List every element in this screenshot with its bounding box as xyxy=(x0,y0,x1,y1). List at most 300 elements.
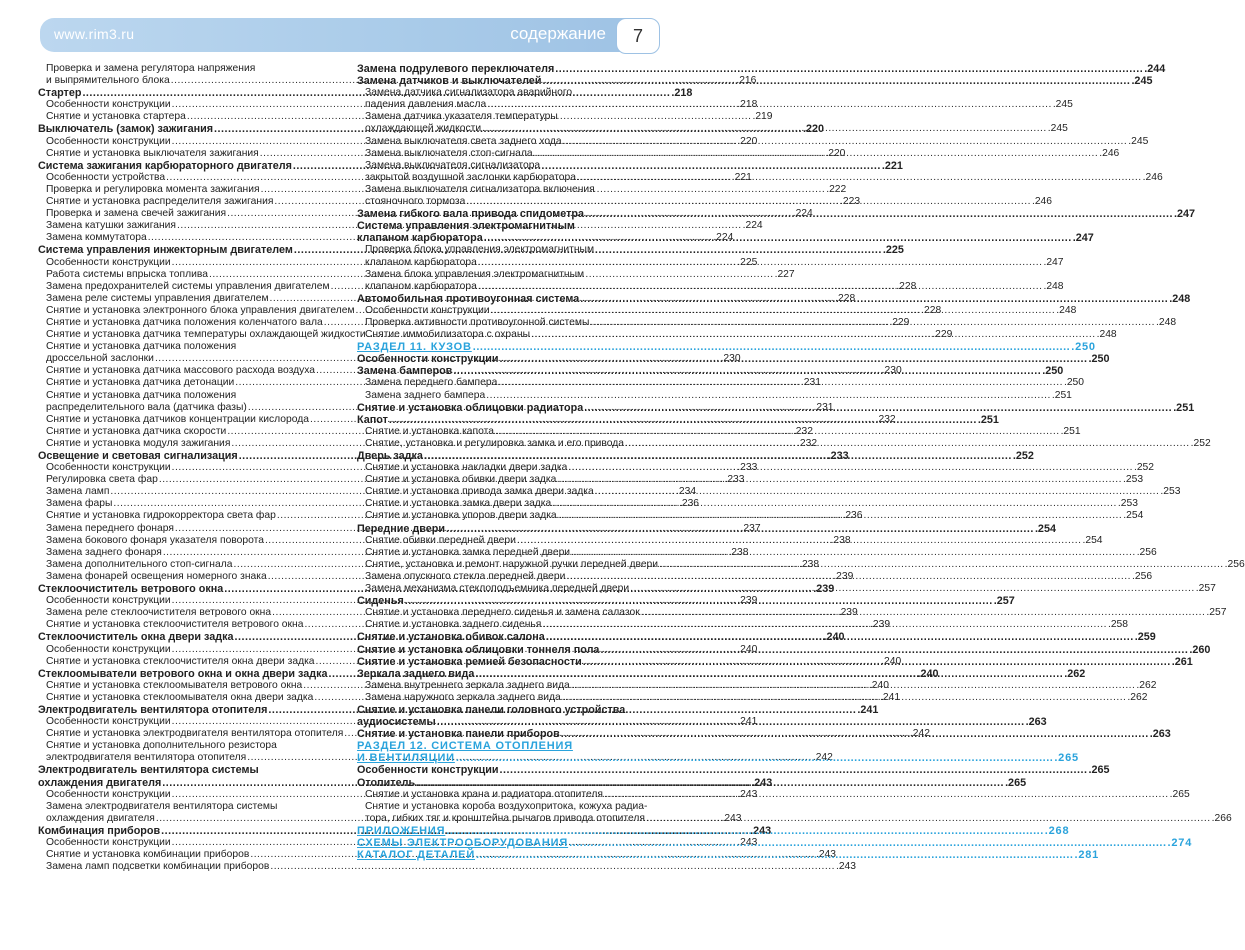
toc-entry-title: Замена коммутатора xyxy=(46,232,147,244)
toc-entry-title: Замена дополнительного стоп-сигнала xyxy=(46,558,233,570)
toc-entry-title: Замена выключателя стоп-сигнала xyxy=(365,147,533,159)
toc-entry-title: Снятие и установка замка передней двери xyxy=(365,546,571,558)
toc-page-number: .254 xyxy=(1082,534,1103,546)
toc-entry-title: Замена механизма стеклоподъемника передней двери xyxy=(365,583,630,595)
toc-page-number: .259 xyxy=(1134,631,1156,644)
toc-page-number: .238 xyxy=(728,546,749,558)
dot-leader xyxy=(630,583,1195,595)
dot-leader xyxy=(534,148,1099,160)
toc-entry-title: Снятие иммобилизатора с охраны xyxy=(365,329,530,341)
toc-page-number: .254 xyxy=(1034,522,1056,535)
dot-leader xyxy=(416,777,1004,789)
toc-page-number: .253 xyxy=(1117,498,1138,510)
toc-entry-title: Регулировка света фар xyxy=(46,474,158,486)
toc-page-number: .240 xyxy=(868,679,889,691)
dot-leader xyxy=(491,305,1056,317)
toc-entry-text: Снятие и установка короба воздухопритока, кожуха радиа- xyxy=(365,800,648,812)
toc-page-number: .240 xyxy=(881,655,902,667)
toc-page-number: .243 xyxy=(750,824,772,837)
toc-entry-title: охлаждающей жидкости xyxy=(365,123,482,135)
page-number: 7 xyxy=(616,18,660,54)
toc-page-number: .224 xyxy=(742,220,763,232)
toc-page-number: .232 xyxy=(797,437,818,449)
dot-leader xyxy=(517,535,1082,547)
toc-page-number: .251 xyxy=(1051,389,1072,401)
toc-entry-text: Проверка и замена регулятора напряжения xyxy=(46,63,256,74)
toc-entry-title: Особенности конструкции xyxy=(46,99,171,111)
toc-entry-title: Замена заднего фонаря xyxy=(46,546,162,558)
toc-page-number: .234 xyxy=(676,486,697,498)
toc-entry-text: Снятие и установка дополнительного резистора xyxy=(46,740,277,752)
dot-leader xyxy=(500,353,1088,365)
toc-entry-title: Снятие и установка гидрокорректора света фар xyxy=(46,510,276,522)
toc-entry-title: Снятие и установка капота xyxy=(365,425,494,437)
toc-entry-title: Снятие и установка ремней безопасности xyxy=(357,655,582,668)
toc-page-number: .245 xyxy=(1131,75,1153,88)
toc-page-number: .227 xyxy=(774,268,795,280)
toc-page-number: .253 xyxy=(1160,486,1181,498)
toc-page-number: .260 xyxy=(1189,643,1211,656)
toc-entry-title: Особенности конструкции xyxy=(357,353,499,366)
dot-leader xyxy=(571,547,1136,559)
toc-entry-title: Особенности конструкции xyxy=(46,788,171,800)
toc-page-number: .229 xyxy=(932,329,953,341)
toc-page-number: .246 xyxy=(1099,147,1120,159)
toc-entry-title: Отопитель xyxy=(357,776,416,789)
toc-page-number: .265 xyxy=(1088,764,1110,777)
toc-page-number: .247 xyxy=(1174,208,1196,221)
toc-page-number: .240 xyxy=(823,631,845,644)
toc-page-number: .245 xyxy=(1047,123,1068,135)
toc-entry-title: Снятие и установка стеклоочистителя ветрового окна xyxy=(46,619,304,631)
toc-page-number: .265 xyxy=(1005,776,1027,789)
toc-entry-title: Замена катушки зажигания xyxy=(46,220,176,232)
toc-entry-title: Особенности конструкции xyxy=(46,643,171,655)
toc-page-number: .256 xyxy=(1136,546,1157,558)
dot-leader xyxy=(659,559,1224,571)
toc-page-number: .262 xyxy=(1064,667,1086,680)
toc-entry-title: Снятие и установка выключателя зажигания xyxy=(46,147,259,159)
dot-leader xyxy=(546,631,1134,643)
toc-page-number: .228 xyxy=(896,280,917,292)
toc-entry-title: Снятие и установка стартера xyxy=(46,111,186,123)
dot-leader xyxy=(604,789,1169,801)
dot-leader xyxy=(641,607,1206,619)
toc-heading xyxy=(357,764,1110,777)
dot-leader xyxy=(495,426,1060,438)
toc-entry-title: Снятие и установка заднего сиденья xyxy=(365,619,542,631)
dot-leader xyxy=(466,196,1031,208)
toc-entry-title: Замена подрулевого переключателя xyxy=(357,63,555,75)
toc-entry-title: Замена внутреннего зеркала заднего вида xyxy=(365,679,570,691)
toc-page-number: .245 xyxy=(1052,99,1073,111)
toc-page-number: .262 xyxy=(1127,691,1148,703)
toc-entry-title: Капот xyxy=(357,413,388,426)
toc-entry xyxy=(38,861,856,873)
toc-entry-text: Замена выключателя сигнализатора включения xyxy=(365,183,595,195)
toc-page-number: .247 xyxy=(1072,232,1094,245)
toc-page-number: .243 xyxy=(737,788,758,800)
toc-page-number: .262 xyxy=(1136,679,1157,691)
toc-page-number: .236 xyxy=(842,510,863,522)
dot-leader xyxy=(389,414,977,426)
toc-page-number: .248 xyxy=(1169,292,1191,305)
toc-entry-title: Замена заднего бампера xyxy=(365,389,486,401)
toc-entry-title: Проверка и регулировка момента зажигания xyxy=(46,183,260,195)
toc-page-number: .232 xyxy=(792,425,813,437)
toc-page-number: .268 xyxy=(1044,824,1070,837)
toc-heading xyxy=(357,63,1166,75)
toc-entry-title: распределительного вала (датчика фазы) xyxy=(46,401,247,413)
toc-entry-title: Особенности конструкции xyxy=(46,595,171,607)
toc-entry-title: Снятие и установка датчика массового расхода воздуха xyxy=(46,365,315,377)
toc-page-number: .263 xyxy=(1025,716,1047,729)
toc-entry-title: Снятие и установка замка двери задка xyxy=(365,498,552,510)
toc-entry-title: аудиосистемы xyxy=(357,716,436,729)
dot-leader xyxy=(583,656,1171,668)
toc-entry-title: стояночного тормоза xyxy=(365,196,466,208)
toc-page-number: .230 xyxy=(720,353,741,365)
toc-entry-title: Замена бокового фонаря указателя поворота xyxy=(46,534,264,546)
dot-leader xyxy=(405,595,993,607)
toc-entry-title: Замена предохранителей системы управления двигателем xyxy=(46,280,330,292)
toc-entry-title: Замена бамперов xyxy=(357,365,453,378)
toc-page-number: .241 xyxy=(857,703,879,716)
toc-page-number: .241 xyxy=(737,716,758,728)
dot-leader xyxy=(568,462,1133,474)
dot-leader xyxy=(446,523,1034,535)
toc-entry-title: Сиденья xyxy=(357,595,404,608)
toc-page-number: .248 xyxy=(1056,304,1077,316)
toc-entry-title: Снятие и установка стеклоомывателя окна двери задка xyxy=(46,691,314,703)
dot-leader xyxy=(270,861,835,873)
toc-entry-text: Замена датчика сигнализатора аварийного xyxy=(365,87,573,99)
toc-entry-title: закрытой воздушной заслонки карбюратора xyxy=(365,171,576,183)
toc-entry-title: Снятие и установка панели приборов xyxy=(357,728,560,741)
dot-leader xyxy=(531,329,1096,341)
toc-entry-title: Зеркала заднего вида xyxy=(357,667,475,680)
toc-entry-text: Снятие и установка панели головного устройства xyxy=(357,703,626,716)
toc-page-number: .229 xyxy=(889,316,910,328)
dot-leader xyxy=(646,813,1211,825)
toc-page-number: .256 xyxy=(1132,570,1153,582)
toc-entry-title: охлаждения двигателя xyxy=(38,776,162,789)
toc-page-number: .257 xyxy=(1206,607,1227,619)
toc-entry-title: Особенности конструкции xyxy=(46,135,171,147)
toc-page-number: .225 xyxy=(882,244,904,257)
toc-page-number: .236 xyxy=(678,498,700,510)
toc-page-number: .253 xyxy=(1123,474,1144,486)
dot-leader xyxy=(557,474,1122,486)
dot-leader xyxy=(600,644,1188,656)
toc-entry-title: Снятие и установка модуля зажигания xyxy=(46,437,231,449)
toc-page-number: .241 xyxy=(880,691,901,703)
toc-entry-title: Снятие и установка стеклоомывателя ветрового окна xyxy=(46,679,303,691)
toc-page-number: .231 xyxy=(800,377,821,389)
toc-entry-title: Замена переднего бампера xyxy=(365,377,498,389)
dot-leader xyxy=(456,752,1053,764)
toc-page-number: .239 xyxy=(870,619,891,631)
toc-page-number: .257 xyxy=(993,595,1015,608)
toc-entry-title: охлаждения двигателя xyxy=(46,812,155,824)
toc-page-number: .263 xyxy=(1149,728,1171,741)
dot-leader xyxy=(542,75,1130,87)
toc-entry-title: И ВЕНТИЛЯЦИИ xyxy=(357,752,455,765)
toc-page-number: .231 xyxy=(813,401,834,413)
toc-entry-title: Стеклоочиститель окна двери задка xyxy=(38,631,234,644)
toc-entry-title: Снятие и установка датчика температуры охлаждающей жидкости xyxy=(46,329,366,341)
toc-entry-text: Замена блока управления электромагнитным xyxy=(365,268,585,280)
dot-leader xyxy=(558,510,1123,522)
toc-page-number: .233 xyxy=(724,474,745,486)
toc-entry-title: Освещение и световая сигнализация xyxy=(38,450,238,462)
toc-page-number: .219 xyxy=(752,111,773,123)
toc-entry-title: Снятие и установка обивок салона xyxy=(357,631,545,644)
dot-leader xyxy=(542,619,1107,631)
toc-page-number: .250 xyxy=(1063,377,1084,389)
toc-entry-text: Снятие и установка датчика положения xyxy=(46,341,237,353)
toc-entry-title: Электродвигатель вентилятора отопителя xyxy=(38,703,268,716)
toc-page-number: .254 xyxy=(1123,510,1144,522)
site-url[interactable]: www.rim3.ru xyxy=(54,26,135,42)
toc-entry-title: Снятие и установка стеклоочистителя окна двери задка xyxy=(46,655,315,667)
toc-entry-title: Снятие и установка распределителя зажигания xyxy=(46,196,274,208)
dot-leader xyxy=(590,317,1155,329)
toc-page-number: .220 xyxy=(825,147,846,159)
toc-page-number: .243 xyxy=(737,837,758,848)
toc-page-number: .238 xyxy=(799,558,820,570)
toc-entry-title: Снятие и установка обивки двери задка xyxy=(365,474,557,486)
toc-entry-title: Снятие и установка электродвигателя вентилятора отопителя xyxy=(46,728,344,740)
toc-page-number: .243 xyxy=(835,861,856,873)
toc-entry-title: дроссельной заслонки xyxy=(46,353,154,365)
toc-page-number: .256 xyxy=(1224,558,1245,570)
toc-page-number: .239 xyxy=(837,607,858,619)
toc-entry-title: ПРИЛОЖЕНИЯ xyxy=(357,824,446,837)
toc-entry-title: Выключатель (замок) зажигания xyxy=(38,123,214,136)
toc-page-number: .242 xyxy=(812,752,833,764)
toc-page-number: .248 xyxy=(1156,316,1177,328)
toc-page-number: .244 xyxy=(1144,63,1166,75)
toc-entry-title: падения давления масла xyxy=(365,99,487,111)
toc-entry-title: Снятие и установка комбинации приборов xyxy=(46,849,250,861)
dot-leader xyxy=(498,377,1063,389)
dot-leader xyxy=(562,692,1127,704)
dot-leader xyxy=(561,728,1149,740)
toc-entry-text: Замена электродвигателя вентилятора системы xyxy=(46,800,278,812)
dot-leader xyxy=(446,825,1043,837)
dot-leader xyxy=(571,680,1136,692)
toc-entry-title: Снятие и установка датчика скорости xyxy=(46,425,227,437)
toc-entry-text: Снятие и установка датчика положения xyxy=(46,389,237,401)
toc-entry-title: Снятие и установка переднего сиденья и замена салазок xyxy=(365,607,640,619)
toc-entry-text: Электродвигатель вентилятора системы xyxy=(38,764,259,777)
toc-entry-title: Дверь задка xyxy=(357,450,423,462)
toc-entry-title: Снятие и установка облицовки радиатора xyxy=(357,401,584,414)
toc-page-number: .247 xyxy=(1043,256,1064,268)
toc-page-number: .250 xyxy=(1042,365,1064,378)
toc-page-number: .243 xyxy=(815,849,836,861)
toc-page-number: .252 xyxy=(1190,437,1211,449)
dot-leader xyxy=(580,293,1168,305)
dot-leader xyxy=(482,123,1047,135)
toc-entry-title: Особенности конструкции xyxy=(46,716,171,728)
dot-leader xyxy=(569,837,1166,849)
toc-page-number: .237 xyxy=(740,522,761,534)
toc-page-number: .242 xyxy=(909,728,930,740)
toc-entry-title: Особенности устройства xyxy=(46,171,166,183)
toc-page-number: .223 xyxy=(840,196,861,208)
toc-page-number: .250 xyxy=(1088,353,1110,366)
toc-entry-title: Снятие, установка и регулировка замка и его привода xyxy=(365,437,625,449)
toc-page-number: .245 xyxy=(1128,135,1149,147)
toc-entry-title: Замена наружного зеркала заднего вида xyxy=(365,691,561,703)
section-title: содержание xyxy=(510,24,606,43)
toc-page-number: .261 xyxy=(1171,655,1193,668)
toc-entry-title: РАЗДЕЛ 11. КУЗОВ xyxy=(357,341,472,354)
toc-entry-title: Снятие и установка датчика положения коленчатого вала xyxy=(46,316,323,328)
toc-page-number: .252 xyxy=(1012,450,1034,462)
toc-entry-title: Система зажигания карбюраторного двигателя xyxy=(38,159,292,172)
toc-entry-title: Замена фары xyxy=(46,498,113,510)
toc-entry-title: Замена фонарей освещения номерного знака xyxy=(46,570,267,582)
toc-entry-title: клапаном карбюратора xyxy=(357,232,483,245)
toc-entry-title: Стеклоомыватели ветрового окна и окна двери задка xyxy=(38,667,328,680)
toc-page-number: .224 xyxy=(792,208,813,220)
dot-leader xyxy=(478,281,1043,293)
toc-page-number: .239 xyxy=(813,583,835,596)
toc-entry-title: СХЕМЫ ЭЛЕКТРООБОРУДОВАНИЯ xyxy=(357,837,569,849)
dot-leader xyxy=(424,450,1012,462)
toc-page-number: .218 xyxy=(671,87,693,100)
toc-entry-title: Особенности конструкции xyxy=(46,256,171,268)
toc-entry-title: Замена опускного стекла передней двери xyxy=(365,570,566,582)
toc-page-number: .216 xyxy=(736,75,757,87)
dot-leader xyxy=(595,486,1160,498)
toc-entry-title: Замена датчиков и выключателей xyxy=(357,75,542,88)
toc-entry-title: Замена переднего фонаря xyxy=(46,522,174,534)
toc-entry-text: Замена выключателя сигнализатора xyxy=(365,159,541,171)
toc-entry-title: Снятие и установка датчика детонации xyxy=(46,377,235,389)
toc-entry-title: Работа системы впрыска топлива xyxy=(46,268,208,280)
toc-page-number: .228 xyxy=(835,292,856,304)
dot-leader xyxy=(585,208,1173,220)
toc-page-number: .248 xyxy=(1096,329,1117,341)
page-header xyxy=(40,18,660,52)
dot-leader xyxy=(566,571,1131,583)
toc-section-heading xyxy=(357,341,1096,354)
toc-entry xyxy=(357,389,1072,402)
toc-entry-title: Проверка активности противоугонной системы xyxy=(365,316,590,328)
toc-entry-title: Снятие и установка упоров двери задка xyxy=(365,510,557,522)
toc-page-number: .246 xyxy=(1031,196,1052,208)
toc-entry-title: клапаном карбюратора xyxy=(365,280,477,292)
toc-page-number: .251 xyxy=(1173,401,1195,414)
toc-page-number: .251 xyxy=(977,413,999,426)
toc-entry-title: клапаном карбюратора xyxy=(365,256,477,268)
toc-entry-title: Проверка и замена свечей зажигания xyxy=(46,208,227,220)
dot-leader xyxy=(484,232,1072,244)
toc-entry-title: Стеклоочиститель ветрового окна xyxy=(38,583,224,596)
toc-entry-title: Особенности конструкции xyxy=(357,764,499,777)
toc-page-number: .265 xyxy=(1169,788,1190,800)
toc-page-number: .240 xyxy=(917,667,939,680)
toc-page-number: .239 xyxy=(833,570,854,582)
toc-page-number: .281 xyxy=(1074,849,1100,862)
toc-entry-title: Замена реле стеклоочистителя ветрового окна xyxy=(46,607,272,619)
toc-page-number: .228 xyxy=(921,304,942,316)
dot-leader xyxy=(486,390,1051,402)
toc-page-number: .239 xyxy=(737,595,758,607)
toc-page-number: .224 xyxy=(713,232,734,244)
dot-leader xyxy=(437,716,1025,728)
toc-entry-text: Система управления электромагнитным xyxy=(357,220,575,233)
toc-entry-title: Комбинация приборов xyxy=(38,824,161,837)
toc-entry-title: КАТАЛОГ ДЕТАЛЕЙ xyxy=(357,849,476,862)
dot-leader xyxy=(476,849,1073,861)
toc-entry-title: электродвигателя вентилятора отопителя xyxy=(46,752,247,764)
toc-entry-title: Замена ламп xyxy=(46,486,110,498)
dot-leader xyxy=(473,341,1070,353)
toc-page-number: .258 xyxy=(1107,619,1128,631)
toc-entry-title: тора, гибких тяг и кронштейна рычагов привода отопителя xyxy=(365,812,645,824)
toc-entry-title: и выпрямительного блока xyxy=(46,75,170,87)
toc-entry-title: Снятие и установка накладки двери задка xyxy=(365,462,568,474)
toc-page-number: .265 xyxy=(1054,752,1079,765)
toc-page-number: .274 xyxy=(1167,837,1193,849)
toc-page-number: .238 xyxy=(830,534,851,546)
toc-page-number: .246 xyxy=(1142,171,1163,183)
toc-entry-title: Особенности конструкции xyxy=(46,837,171,848)
toc-page-number: .220 xyxy=(803,123,825,136)
dot-leader xyxy=(500,764,1088,776)
toc-page-number: .250 xyxy=(1071,341,1096,354)
toc-entry-title: Снятие и установка электронного блока управления двигателем xyxy=(46,304,355,316)
toc-page-number: .220 xyxy=(737,135,758,147)
toc-entry-title: Замена реле системы управления двигателем xyxy=(46,292,269,304)
toc-page-number: .257 xyxy=(1195,583,1216,595)
toc-entry-text: Замена датчика указателя температуры xyxy=(365,111,558,123)
toc-entry-text: Проверка блока управления электромагнитным xyxy=(365,244,595,256)
toc-entry-text: РАЗДЕЛ 12. СИСТЕМА ОТОПЛЕНИЯ xyxy=(357,740,573,753)
toc-entry-title: Замена гибкого вала привода спидометра xyxy=(357,208,585,221)
dot-leader xyxy=(453,365,1041,377)
toc-entry-title: Снятие и установка облицовки тоннеля пола xyxy=(357,643,600,656)
toc-page-number: .232 xyxy=(875,413,896,425)
dot-leader xyxy=(487,99,1052,111)
dot-leader xyxy=(478,257,1043,269)
toc-entry-title: Снятие и установка крана и радиатора отопителя xyxy=(365,788,603,800)
toc-entry-title: Снятие обивки передней двери xyxy=(365,534,516,546)
dot-leader xyxy=(577,172,1142,184)
toc-page-number: .221 xyxy=(881,159,903,172)
dot-leader xyxy=(625,438,1190,450)
dot-leader xyxy=(552,498,1117,510)
toc-page-number: .221 xyxy=(731,171,752,183)
toc-entry-title: Особенности конструкции xyxy=(365,304,490,316)
toc-page-number: .248 xyxy=(1043,280,1064,292)
toc-page-number: .240 xyxy=(737,643,758,655)
toc-entry-title: Стартер xyxy=(38,87,82,100)
toc-page-number: .243 xyxy=(721,812,742,824)
dot-leader xyxy=(555,63,1143,75)
toc-entry-title: Снятие, установка и ремонт наружной ручки передней двери xyxy=(365,558,659,570)
toc-page-number: .230 xyxy=(881,365,902,377)
toc-entry-title: Автомобильная противоугонная система xyxy=(357,292,580,305)
dot-leader xyxy=(563,136,1128,148)
toc-page-number: .233 xyxy=(827,450,849,462)
toc-page-number: .225 xyxy=(737,256,758,268)
